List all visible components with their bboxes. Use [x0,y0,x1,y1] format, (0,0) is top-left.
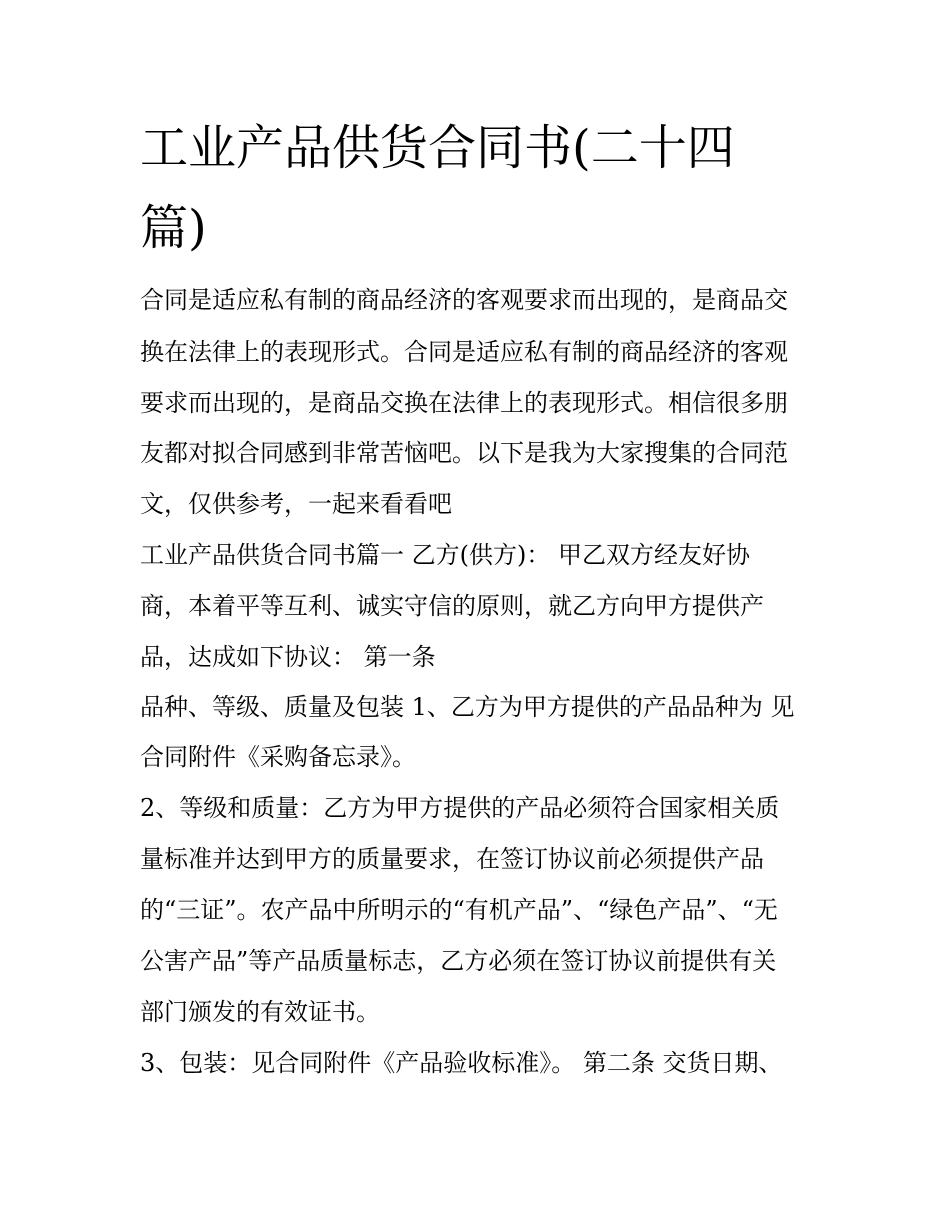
body-line: 友都对拟合同感到非常苦恼吧。以下是我为大家搜集的合同范 [140,439,788,467]
body-line: 工业产品供货合同书篇一 乙方(供方)： 甲乙双方经友好协 [140,541,750,569]
body-line: 部门颁发的有效证书。 [140,998,380,1026]
title-line-2: 篇) [140,200,207,256]
body-line: 的“三证”。农产品中所明示的“有机产品”、“绿色产品”、“无 [140,896,778,924]
body-line: 公害产品”等产品质量标志，乙方必须在签订协议前提供有关 [140,947,777,975]
body-line: 换在法律上的表现形式。合同是适应私有制的商品经济的客观 [140,338,788,366]
body-line: 文，仅供参考，一起来看看吧 [140,490,452,518]
body-line: 2、等级和质量：乙方为甲方提供的产品必须符合国家相关质 [140,794,780,822]
body-line: 合同附件《采购备忘录》。 [140,743,416,771]
document-title [140,108,820,268]
body-line: 要求而出现的，是商品交换在法律上的表现形式。相信很多朋 [140,389,788,417]
body-line: 合同是适应私有制的商品经济的客观要求而出现的，是商品交 [140,286,788,314]
body-line: 品，达成如下协议： 第一条 [140,643,436,671]
title-line-1: 工业产品供货合同书(二十四 [140,120,735,176]
body-line: 商，本着平等互利、诚实守信的原则，就乙方向甲方提供产 [140,592,764,620]
body-line: 3、包装：见合同附件《产品验收标准》。 第二条 交货日期、 [140,1049,783,1077]
body-line: 品种、等级、质量及包装 1、乙方为甲方提供的产品品种为 见 [140,693,795,721]
body-line: 量标准并达到甲方的质量要求，在签订协议前必须提供产品 [140,845,764,873]
